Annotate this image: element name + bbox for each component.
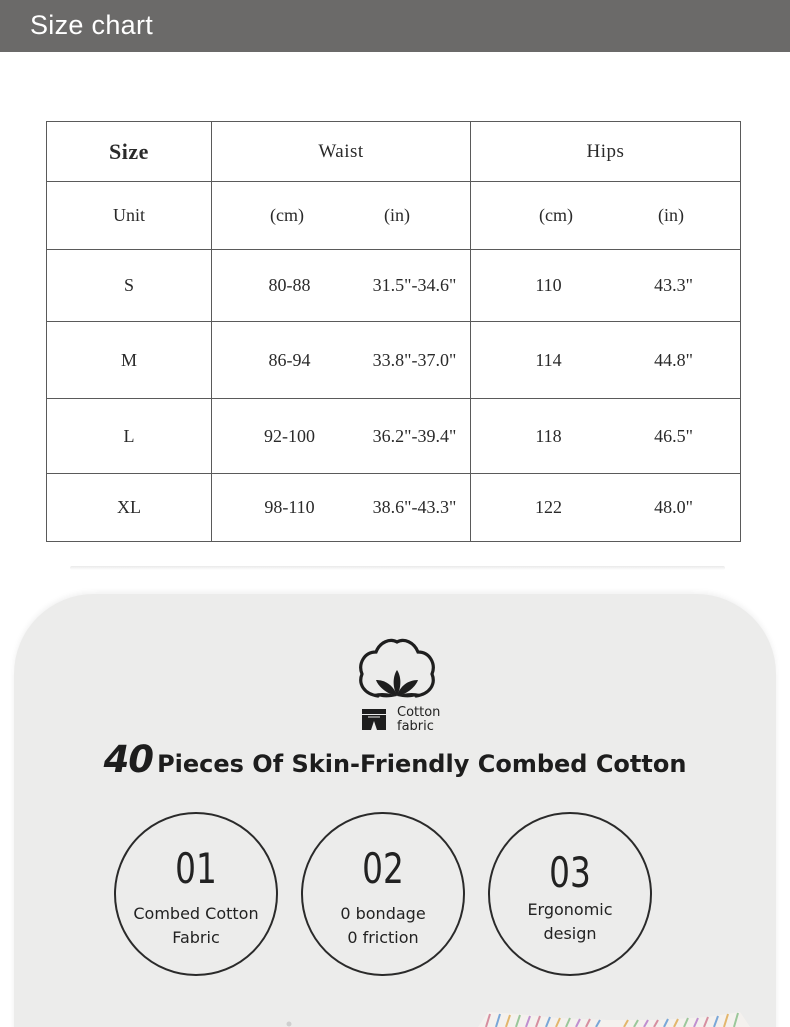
table-header-row	[47, 122, 741, 182]
feature-circle	[301, 812, 465, 976]
feature-line2: 0 friction	[347, 928, 419, 947]
table-unit-row	[47, 182, 741, 250]
shorts-icon	[360, 708, 388, 732]
table-row	[47, 399, 741, 474]
waist-cm-cell: 80-88	[268, 275, 311, 295]
feature-line1: Ergonomic	[527, 900, 613, 919]
size-cell: L	[123, 425, 135, 446]
waist-in-unit: (in)	[384, 205, 410, 225]
feature-circle	[114, 812, 278, 976]
headline-text: Pieces Of Skin-Friendly Combed Cotton	[157, 750, 687, 778]
header-bar	[0, 0, 790, 52]
hips-cm-cell: 110	[535, 275, 562, 295]
size-header: Size	[109, 138, 149, 164]
feature-circle	[488, 812, 652, 976]
decorative-dot	[285, 1020, 293, 1027]
hips-in-cell: 46.5"	[654, 425, 693, 446]
cotton-flower-icon	[356, 636, 438, 702]
feature-number: 02	[362, 844, 404, 893]
table-row	[47, 322, 741, 399]
feature-description	[303, 902, 463, 950]
table-row	[47, 474, 741, 542]
waist-in-cell: 38.6"-43.3"	[372, 497, 457, 517]
waist-cm-cell: 98-110	[264, 497, 315, 517]
hips-in-cell: 44.8"	[654, 349, 693, 370]
hips-in-cell: 48.0"	[654, 497, 693, 517]
hips-in-unit: (in)	[658, 205, 684, 225]
headline	[0, 738, 790, 781]
feature-description	[490, 898, 650, 946]
waist-in-cell: 31.5"-34.6"	[372, 275, 457, 295]
fabric-stripes-image	[478, 1008, 750, 1027]
unit-label: Unit	[112, 205, 145, 225]
cotton-fabric-label	[397, 706, 457, 734]
headline-number: 40	[103, 738, 154, 781]
waist-in-cell: 33.8"-37.0"	[372, 349, 457, 370]
feature-line1: 0 bondage	[340, 904, 426, 923]
size-cell: XL	[117, 497, 141, 517]
feature-line1: Combed Cotton	[133, 904, 259, 923]
size-cell: M	[120, 349, 137, 370]
hips-cm-cell: 118	[535, 425, 562, 446]
waist-cm-cell: 86-94	[268, 349, 311, 370]
header-title: Size chart	[30, 10, 154, 40]
fabric-label-line1: Cotton	[397, 705, 441, 720]
table-row	[47, 250, 741, 322]
feature-description	[116, 902, 276, 950]
waist-header: Waist	[318, 140, 364, 162]
feature-line2: design	[543, 924, 597, 943]
feature-number: 01	[175, 844, 217, 893]
hips-cm-unit: (cm)	[539, 205, 573, 225]
size-table	[46, 121, 741, 542]
hips-header: Hips	[586, 140, 625, 162]
waist-cm-cell: 92-100	[264, 425, 315, 446]
hips-cm-cell: 122	[535, 497, 562, 517]
divider	[70, 566, 725, 570]
hips-cm-cell: 114	[535, 349, 562, 370]
waist-in-cell: 36.2"-39.4"	[372, 425, 457, 446]
fabric-label-line2: fabric	[397, 719, 434, 734]
size-cell: S	[123, 275, 134, 295]
hips-in-cell: 43.3"	[654, 275, 693, 295]
feature-line2: Fabric	[172, 928, 220, 947]
feature-number: 03	[549, 848, 591, 897]
waist-cm-unit: (cm)	[270, 205, 304, 225]
